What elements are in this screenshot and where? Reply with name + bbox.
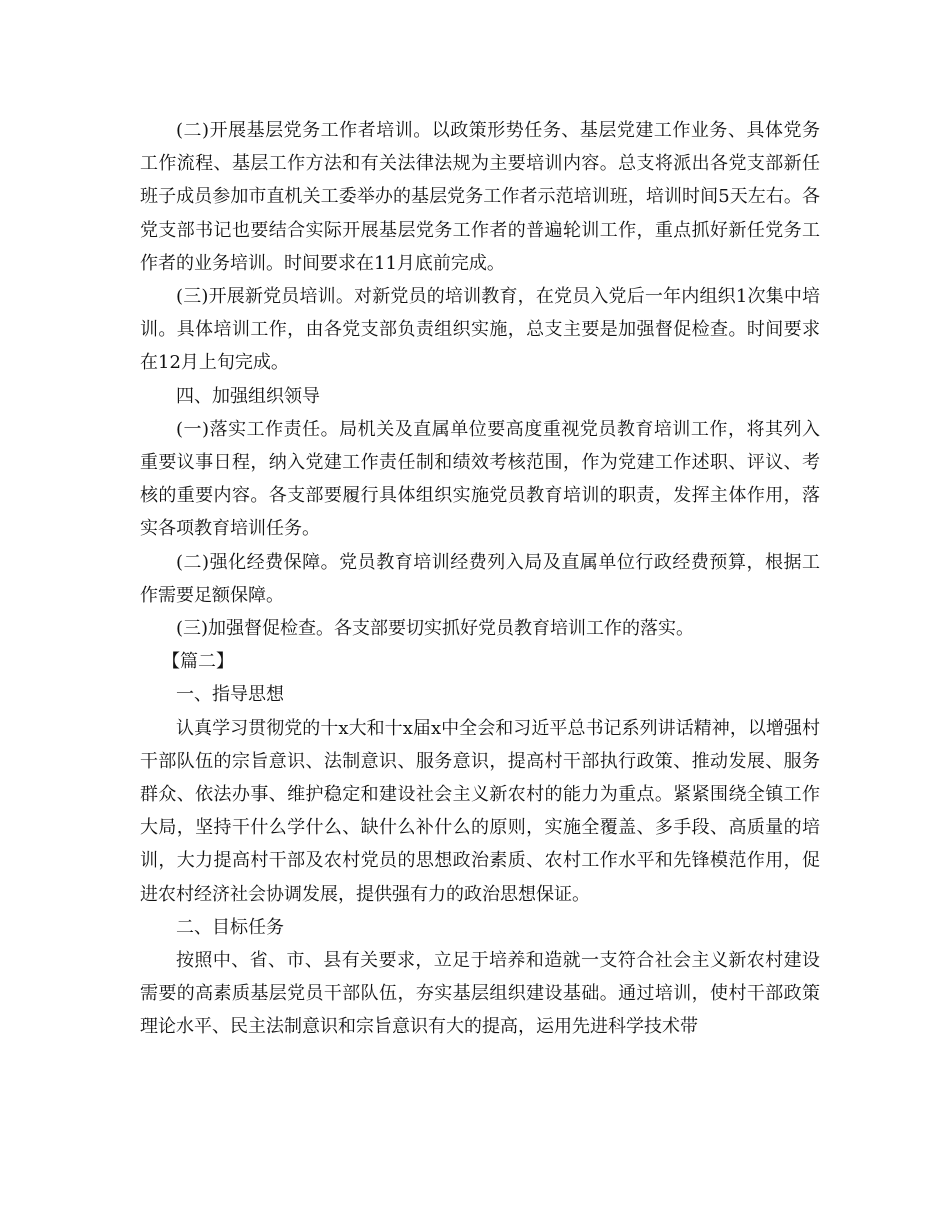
section-heading: 二、目标任务 xyxy=(176,916,284,938)
paragraph: (三)开展新党员培训。对新党员的培训教育，在党员入党后一年内组织1次集中培训。具体培训工作，由各党支部负责组织实施，总支主要是加强督促检查。时间要求在12月上旬完成。 xyxy=(140,286,820,374)
paragraph: (三)加强督促检查。各支部要切实抓好党员教育培训工作的落实。 xyxy=(176,618,695,640)
part-title: 【篇二】 xyxy=(162,651,234,673)
paragraph: 认真学习贯彻党的十x大和十x届x中全会和习近平总书记系列讲话精神，以增强村干部队伍的宗旨意识、法制意识、服务意识，提高村干部执行政策、推动发展、服务群众、依法办事、维护稳定和建设社会主义新农村的能力为重点。紧紧围绕全镇工作大局，坚持干什么学什么、缺什么补什么的原则，实施全覆盖、多手段、高质量的培训，大力提高村干部及农村党员的思想政治素质、农村工作水平和先锋模范作用，促进农村经济社会协调发展，提供强有力的政治思想保证。 xyxy=(140,717,820,905)
paragraph: 按照中、省、市、县有关要求，立足于培养和造就一支符合社会主义新农村建设需要的高素质基层党员干部队伍，夯实基层组织建设基础。通过培训，使村干部政策理论水平、民主法制意识和宗旨意识有大的提高，运用先进科学技术带 xyxy=(140,950,820,1038)
document-page xyxy=(140,114,820,1044)
paragraph: (二)强化经费保障。党员教育培训经费列入局及直属单位行政经费预算，根据工作需要足额保障。 xyxy=(140,551,820,606)
paragraph: (二)开展基层党务工作者培训。以政策形势任务、基层党建工作业务、具体党务工作流程、基层工作方法和有关法律法规为主要培训内容。总支将派出各党支部新任班子成员参加市直机关工委举办的基层党务工作者示范培训班，培训时间5天左右。各党支部书记也要结合实际开展基层党务工作者的普遍轮训工作，重点抓好新任党务工作者的业务培训。时间要求在11月底前完成。 xyxy=(140,120,820,274)
section-heading: 四、加强组织领导 xyxy=(176,385,320,407)
section-heading: 一、指导思想 xyxy=(176,684,284,706)
paragraph: (一)落实工作责任。局机关及直属单位要高度重视党员教育培训工作，将其列入重要议事日程，纳入党建工作责任制和绩效考核范围，作为党建工作述职、评议、考核的重要内容。各支部要履行具体组织实施党员教育培训的职责，发挥主体作用，落实各项教育培训任务。 xyxy=(140,418,820,540)
